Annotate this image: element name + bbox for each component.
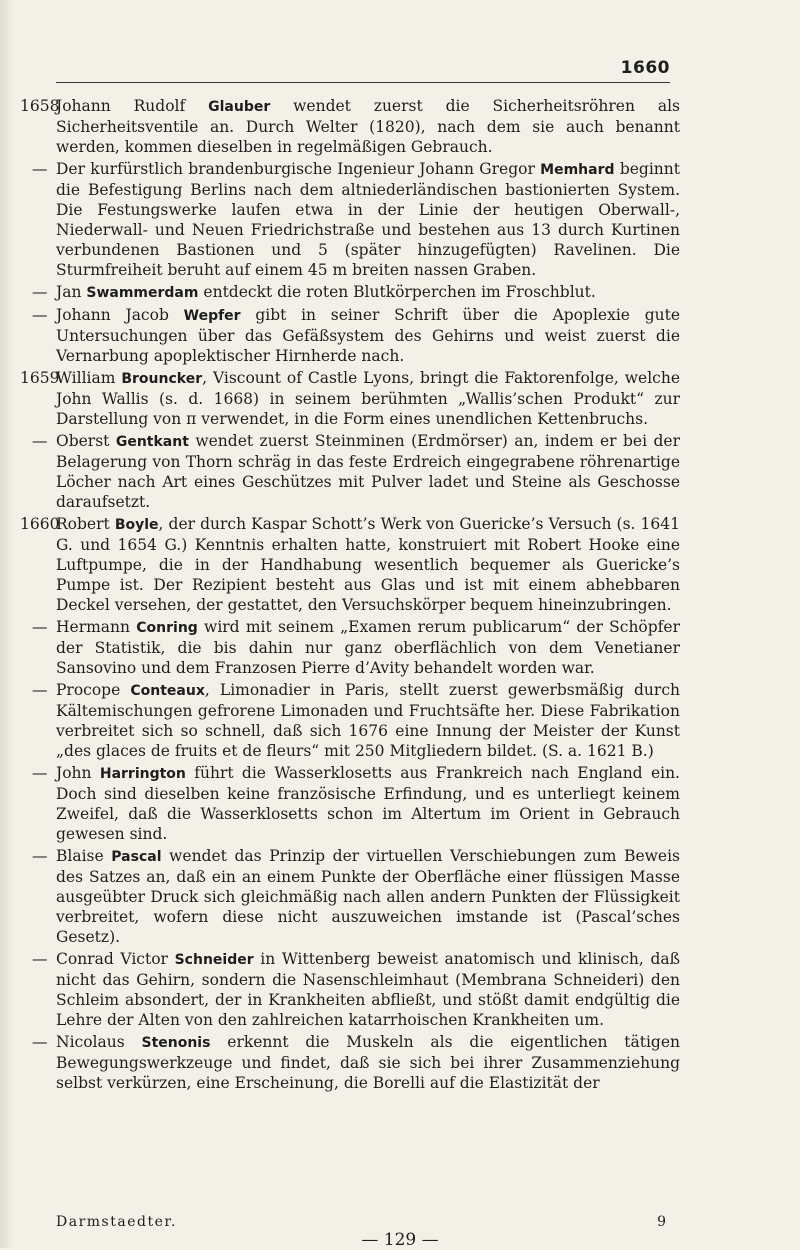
- chronology-entry: [20, 514, 680, 615]
- entry-year: —: [32, 1033, 48, 1051]
- entry-year: —: [32, 160, 48, 178]
- entry-text-before: Conrad Victor: [56, 950, 175, 968]
- page-edge-shadow: [0, 0, 14, 1248]
- entry-text: [56, 159, 680, 280]
- entry-year: —: [32, 306, 48, 324]
- header-rule: [56, 82, 670, 83]
- entry-person-name: Swammerdam: [86, 285, 199, 301]
- entry-text-before: Robert: [56, 515, 115, 533]
- footer-publisher: Darmstaedter.: [56, 1214, 177, 1230]
- chronology-entry: [20, 282, 680, 303]
- entry-text: [56, 617, 680, 678]
- entry-year: —: [32, 681, 48, 699]
- entry-text: [56, 282, 680, 303]
- entry-text-before: William: [56, 369, 122, 387]
- entry-text-after: , Limonadier in Paris, stellt zuerst gewerbsmäßig durch Kältemischungen gefrorene Limonaden und Fruchtsäfte her. Diese Fabrikation verbreitet sich so schnell, daß sich 1676 eine Innung der Meister der Kunst „des glaces de fruits et de fleurs“ mit 250 Mitgliedern bildet. (S. a. 1621 B.): [56, 681, 680, 760]
- entry-text-before: Johann Rudolf: [56, 97, 209, 115]
- entry-person-name: Gentkant: [115, 434, 189, 450]
- entry-text-before: Procope: [56, 681, 131, 699]
- entry-text: [56, 368, 680, 429]
- entry-text: [56, 1032, 680, 1093]
- entry-text-before: Hermann: [56, 618, 137, 636]
- entry-text-before: Der kurfürstlich brandenburgische Ingenieur Johann Gregor: [56, 160, 541, 178]
- entry-text-before: Jan: [56, 283, 87, 301]
- entry-text-after: in Wittenberg beweist anatomisch und klinisch, daß nicht das Gehirn, sondern die Nasenschleimhaut (Membrana Schneideri) den Schleim absondert, der in Krankheiten abfließt, und stößt damit endgültig die Lehre der Alten von den zahlreichen katarrhoischen Krankheiten um.: [56, 950, 680, 1029]
- page-number: 1660: [620, 58, 670, 78]
- entry-text-before: Nicolaus: [56, 1033, 142, 1051]
- entry-text-before: John: [56, 764, 100, 782]
- entry-text-after: , Viscount of Castle Lyons, bringt die Faktorenfolge, welche John Wallis (s. d. 1668) in seinem berühmten „Wallis’schen Produkt“ zur Darstellung von π verwendet, in die Form eines unendlichen Kettenbruchs.: [56, 369, 680, 428]
- entry-text: [56, 949, 680, 1030]
- entry-text: [56, 305, 680, 366]
- chronology-entry: [20, 305, 680, 366]
- entry-person-name: Pascal: [111, 849, 162, 865]
- entry-person-name: Wepfer: [183, 308, 241, 324]
- entry-person-name: Conring: [136, 620, 198, 636]
- entry-year: 1658: [20, 97, 60, 115]
- entry-person-name: Harrington: [99, 766, 186, 782]
- entry-text-after: entdeckt die roten Blutkörperchen im Froschblut.: [198, 283, 596, 301]
- chronology-entry: [20, 1032, 680, 1093]
- entry-year: —: [32, 283, 48, 301]
- chronology-entry: [20, 159, 680, 280]
- entry-text-after: erkennt die Muskeln als die eigentlichen tätigen Bewegungswerkzeuge und findet, daß sie sich bei ihrer Zusammenziehung selbst verkürzen, eine Erscheinung, die Borelli auf die Elastizität der: [56, 1033, 680, 1092]
- chronology-entry: [20, 368, 680, 429]
- entry-text-after: wendet zuerst die Sicherheitsröhren als Sicherheitsventile an. Durch Welter (1820), nach dem sie auch benannt werden, kommen dieselben in regelmäßigen Gebrauch.: [56, 97, 680, 156]
- entry-year: —: [32, 950, 48, 968]
- chronology-entry: [20, 763, 680, 844]
- entry-year: —: [32, 847, 48, 865]
- entry-person-name: Conteaux: [130, 683, 205, 699]
- chronology-entry: [20, 846, 680, 947]
- entry-year: 1659: [20, 369, 60, 387]
- entry-year: 1660: [20, 515, 60, 533]
- entry-person-name: Schneider: [174, 952, 254, 968]
- chronology-entry: [20, 617, 680, 678]
- entry-text: [56, 846, 680, 947]
- entry-text: [56, 514, 680, 615]
- entry-text-after: führt die Wasserklosetts aus Frankreich nach England ein. Doch sind dieselben keine französische Erfindung, und es unterliegt keinem Zweifel, daß die Wasserklosetts schon im Altertum im Orient in Gebrauch gewesen sind.: [56, 764, 680, 843]
- entry-year: —: [32, 618, 48, 636]
- entry-person-name: Brouncker: [121, 371, 203, 387]
- chronology-entries: [20, 96, 680, 1095]
- entry-text: [56, 431, 680, 512]
- entry-text-after: wendet das Prinzip der virtuellen Verschiebungen zum Beweis des Satzes an, daß ein an einem Punkte der Oberfläche einer flüssigen Masse ausgeübter Druck sich gleichmäßig nach allen andern Punkten der Flüssigkeit verbreitet, wofern diese nicht auszuweichen imstande ist (Pascal’sches Gesetz).: [56, 847, 681, 946]
- entry-text-before: Johann Jacob: [56, 306, 184, 324]
- entry-text-before: Oberst: [56, 432, 116, 450]
- page-folio: — 129 —: [361, 1230, 439, 1250]
- footer-signature: 9: [657, 1214, 666, 1230]
- entry-person-name: Memhard: [540, 162, 615, 178]
- entry-text-after: beginnt die Befestigung Berlins nach dem altniederländischen bastionierten System. Die Festungswerke laufen etwa in der Linie der heutigen Oberwall-, Niederwall- und Neuen Friedrichstraße und bestehen aus 13 durch Kurtinen verbundenen Bastionen und 5 (später hinzugefügten) Ravelinen. Die Sturmfreiheit beruht auf einem 45 m breiten nassen Graben.: [56, 160, 680, 279]
- entry-year: —: [32, 432, 48, 450]
- entry-text-after: wendet zuerst Steinminen (Erdmörser) an, indem er bei der Belagerung von Thorn schräg in das feste Erdreich eingegrabene röhrenartige Löcher nach Art eines Geschützes mit Pulver ladet und Steine als Geschosse daraufsetzt.: [56, 432, 681, 511]
- entry-text: [56, 680, 680, 761]
- entry-text: [56, 763, 680, 844]
- entry-text-before: Blaise: [56, 847, 112, 865]
- entry-text: [56, 96, 680, 157]
- chronology-entry: [20, 949, 680, 1030]
- chronology-entry: [20, 680, 680, 761]
- entry-year: —: [32, 764, 48, 782]
- chronology-entry: [20, 431, 680, 512]
- entry-person-name: Glauber: [208, 99, 271, 115]
- entry-text-after: wird mit seinem „Examen rerum publicarum“ der Schöpfer der Statistik, die bis dahin nur ganz oberflächlich von dem Venetianer Sansovino und dem Franzosen Pierre d’Avity behandelt worden war.: [56, 618, 680, 677]
- entry-text-after: , der durch Kaspar Schott’s Werk von Guericke’s Versuch (s. 1641 G. und 1654 G.) Kenntnis erhalten hatte, konstruiert mit Robert Hooke eine Luftpumpe, die in der Handhabung wesentlich bequemer als Guericke’s Pumpe ist. Der Rezipient besteht aus Glas und ist mit einem abhebbaren Deckel versehen, der gestattet, den Versuchskörper bequem hineinzubringen.: [56, 515, 680, 614]
- entry-text-after: gibt in seiner Schrift über die Apoplexie gute Untersuchungen über das Gefäßsystem des Gehirns und weist zuerst die Vernarbung apoplektischer Hirnherde nach.: [56, 306, 680, 365]
- entry-person-name: Stenonis: [141, 1035, 211, 1051]
- chronology-entry: [20, 96, 680, 157]
- entry-person-name: Boyle: [114, 517, 159, 533]
